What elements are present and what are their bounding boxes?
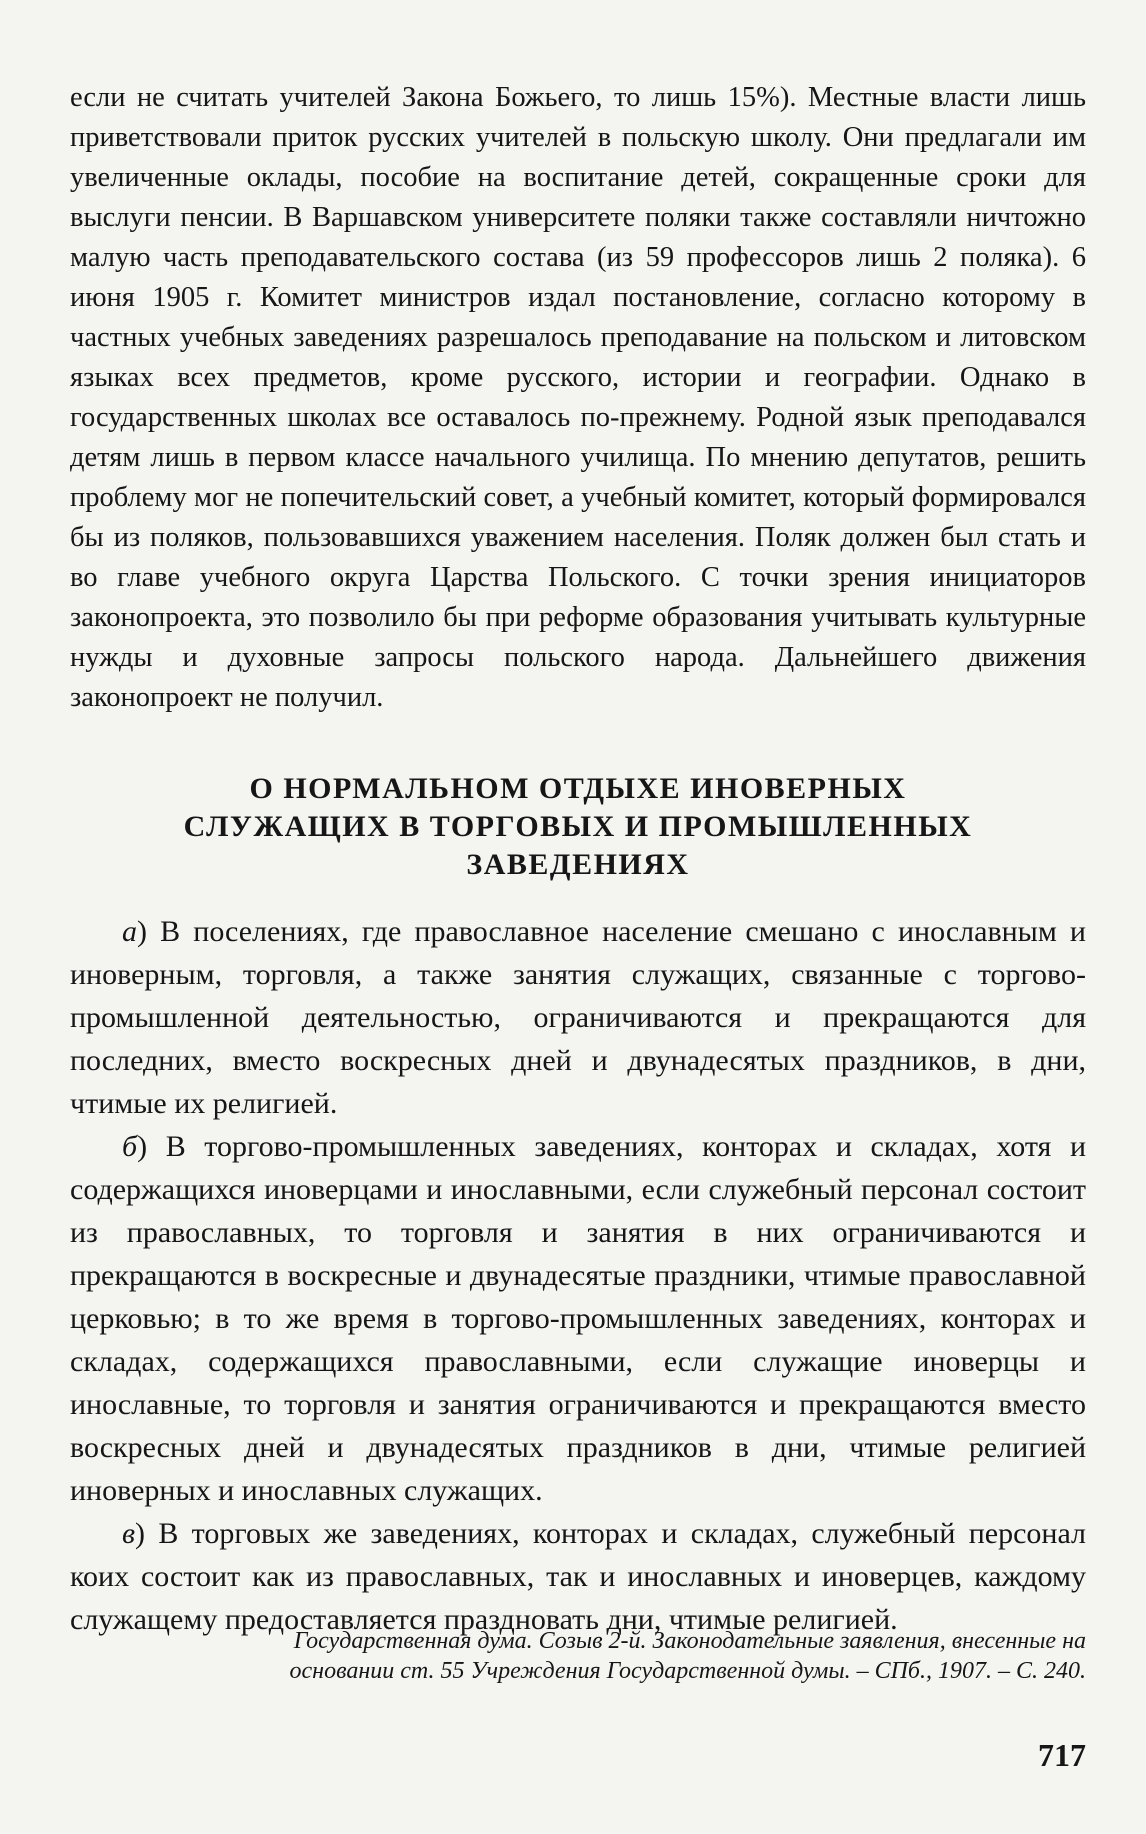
source-citation xyxy=(120,1626,1086,1686)
page-number: 717 xyxy=(1038,1737,1086,1773)
clause-b-letter: б xyxy=(122,1130,138,1163)
heading-line-2: СЛУЖАЩИХ В ТОРГОВЫХ И ПРОМЫШЛЕННЫХ xyxy=(183,810,973,843)
body-section xyxy=(70,910,1086,1641)
source-line-1: Государственная дума. Созыв 2-й. Законодательные заявления, внесенные на xyxy=(293,1628,1086,1654)
clause-v xyxy=(70,1512,1086,1641)
clause-v-text: ) В торговых же заведениях, конторах и складах, служебный персонал коих состоит как из православных, так и инославных и иноверцев, каждому служащему предоставляется праздновать дни, чтимые религией. xyxy=(70,1517,1086,1636)
clause-a-text: ) В поселениях, где православное население смешано с инославным и иноверным, торговля, а также занятия служащих, связанные с торгово-промышленной деятельностью, ограничиваются и прекращаются для последних, вместо воскресных дней и двунадесятых праздников, в дни, чтимые их религией. xyxy=(70,915,1086,1120)
section-heading xyxy=(120,770,1036,884)
heading-line-3: ЗАВЕДЕНИЯХ xyxy=(466,848,690,881)
clause-b xyxy=(70,1125,1086,1512)
source-line-2: основании ст. 55 Учреждения Государственной думы. – СПб., 1907. – С. 240. xyxy=(289,1658,1086,1684)
intro-section xyxy=(70,78,1086,718)
clause-v-letter: в xyxy=(122,1517,136,1550)
heading-line-1: О НОРМАЛЬНОМ ОТДЫХЕ ИНОВЕРНЫХ xyxy=(249,772,907,805)
intro-paragraph: если не считать учителей Закона Божьего, то лишь 15%). Местные власти лишь приветствовали приток русских учителей в польскую школу. Они предлагали им увеличенные оклады, пособие на воспитание детей, сокращенные сроки для выслуги пенсии. В Варшавском университете поляки также составляли ничтожно малую часть преподавательского состава (из 59 профессоров лишь 2 поляка). 6 июня 1905 г. Комитет министров издал постановление, согласно которому в частных учебных заведениях разрешалось преподавание на польском и литовском языках всех предметов, кроме русского, истории и географии. Однако в государственных школах все оставалось по-прежнему. Родной язык преподавался детям лишь в первом классе начального училища. По мнению депутатов, решить проблему мог не попечительский совет, а учебный комитет, который формировался бы из поляков, пользовавшихся уважением населения. Поляк должен был стать и во главе учебного округа Царства Польского. С точки зрения инициаторов законопроекта, это позволило бы при реформе образования учитывать культурные нужды и духовные запросы польского народа. Дальнейшего движения законопроект не получил. xyxy=(70,82,1086,713)
clause-a xyxy=(70,910,1086,1125)
clause-b-text: ) В торгово-промышленных заведениях, конторах и складах, хотя и содержащихся иноверцами и инославными, если служебный персонал состоит из православных, то торговля и занятия в них ограничиваются и прекращаются в воскресные и двунадесятые праздники, чтимые православной церковью; в то же время в торгово-промышленных заведениях, конторах и складах, содержащихся православными, если служащие иноверцы и инославные, то торговля и занятия ограничиваются и прекращаются вместо воскресных дней и двунадесятых праздников в дни, чтимые религией иноверных и инославных служащих. xyxy=(70,1130,1086,1507)
clause-a-letter: а xyxy=(122,915,137,948)
